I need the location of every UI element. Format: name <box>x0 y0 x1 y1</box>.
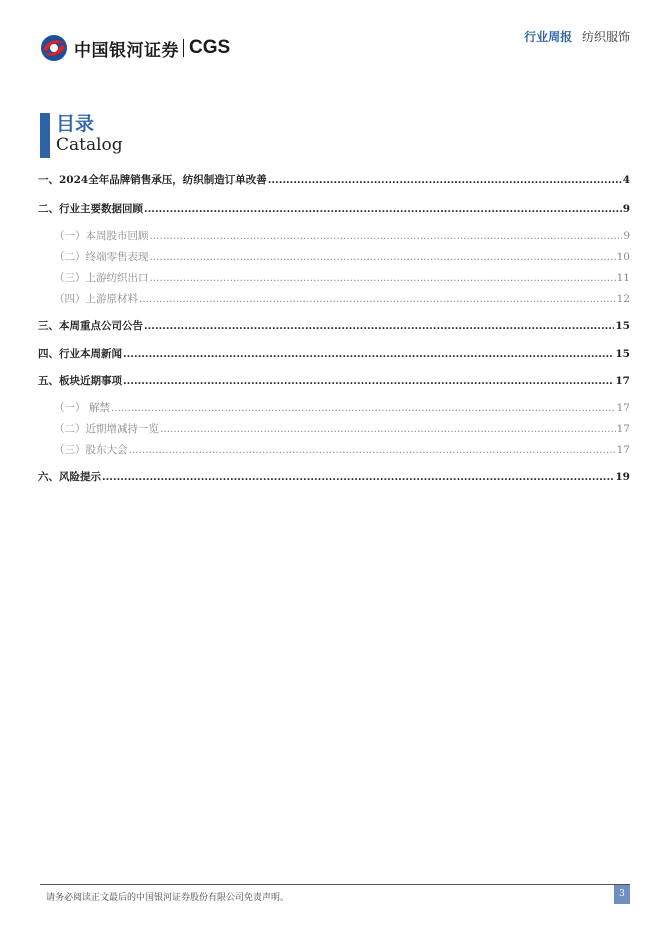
toc-entry[interactable] <box>38 373 630 391</box>
toc-entry-page: 17 <box>616 402 630 414</box>
page-number: 3 <box>614 885 630 904</box>
toc-subentry[interactable] <box>38 228 630 246</box>
toc-entry-label: 二、行业主要数据回顾 <box>38 203 143 215</box>
dot-leader <box>144 320 614 332</box>
report-type: 行业周报 <box>524 30 573 44</box>
toc-entry[interactable] <box>38 318 630 336</box>
toc-entry-label: （三）上游纺织出口 <box>54 272 149 284</box>
dot-leader <box>123 348 614 360</box>
logo-english-name: CGS <box>189 37 231 58</box>
toc-accent-bar <box>40 113 50 158</box>
toc-entry-label: 四、行业本周新闻 <box>38 348 122 360</box>
logo-chinese-name: 中国银河证券 <box>74 40 179 61</box>
toc-entry-page: 15 <box>615 348 630 360</box>
toc-subentry[interactable] <box>38 291 630 309</box>
toc-entry-page: 9 <box>623 230 630 242</box>
toc-entry-label: （二）近期增减持一览 <box>54 423 159 435</box>
industry-name: 纺织服饰 <box>581 30 630 44</box>
toc-entry-page: 4 <box>622 174 630 186</box>
toc-title: 目录 <box>56 113 95 135</box>
dot-leader <box>150 251 616 263</box>
toc-entry-label: 一、2024全年品牌销售承压，纺织制造订单改善 <box>38 174 267 186</box>
dot-leader <box>150 230 623 242</box>
toc-entry[interactable] <box>38 469 630 487</box>
toc-subtitle: Catalog <box>56 135 123 155</box>
dot-leader <box>123 375 614 387</box>
toc-entry-page: 17 <box>616 423 630 435</box>
toc-subentry[interactable] <box>38 270 630 288</box>
toc-entry-page: 19 <box>615 471 630 483</box>
dot-leader <box>139 293 616 305</box>
toc-entry-label: （一） 解禁 <box>54 402 110 414</box>
toc-entry-label: （四）上游原材料 <box>54 293 138 305</box>
toc-subentry[interactable] <box>38 400 630 418</box>
report-category <box>524 28 630 45</box>
toc-entry-label: 三、本周重点公司公告 <box>38 320 143 332</box>
toc-entry-page: 9 <box>622 203 630 215</box>
toc-entry-label: （一）本周股市回顾 <box>54 230 149 242</box>
toc-subentry[interactable] <box>38 442 630 460</box>
toc-entry-label: （二）终端零售表现 <box>54 251 149 263</box>
galaxy-logo-icon <box>40 34 68 62</box>
dot-leader <box>144 203 622 215</box>
toc-entry[interactable] <box>38 201 630 219</box>
dot-leader <box>160 423 616 435</box>
toc-entry-page: 11 <box>616 272 630 284</box>
toc-entry-page: 10 <box>616 251 630 263</box>
toc-entry[interactable] <box>38 346 630 364</box>
toc-entry-label: 六、风险提示 <box>38 471 101 483</box>
toc-entry-label: 五、板块近期事项 <box>38 375 122 387</box>
toc-entry-page: 15 <box>615 320 630 332</box>
logo-divider <box>183 39 184 57</box>
toc-entry-page: 17 <box>615 375 630 387</box>
footer-disclaimer: 请务必阅读正文最后的中国银河证券股份有限公司免责声明。 <box>46 893 290 903</box>
toc-subentry[interactable] <box>38 249 630 267</box>
dot-leader <box>268 174 622 186</box>
toc-entry[interactable] <box>38 172 630 190</box>
toc-entry-page: 17 <box>616 444 630 456</box>
dot-leader <box>111 402 616 414</box>
dot-leader <box>150 272 616 284</box>
toc-entry-label: （三）股东大会 <box>54 444 128 456</box>
toc-entry-page: 12 <box>616 293 630 305</box>
company-logo <box>40 34 230 62</box>
dot-leader <box>129 444 616 456</box>
dot-leader <box>102 471 614 483</box>
footer-divider <box>40 884 630 885</box>
toc-subentry[interactable] <box>38 421 630 439</box>
